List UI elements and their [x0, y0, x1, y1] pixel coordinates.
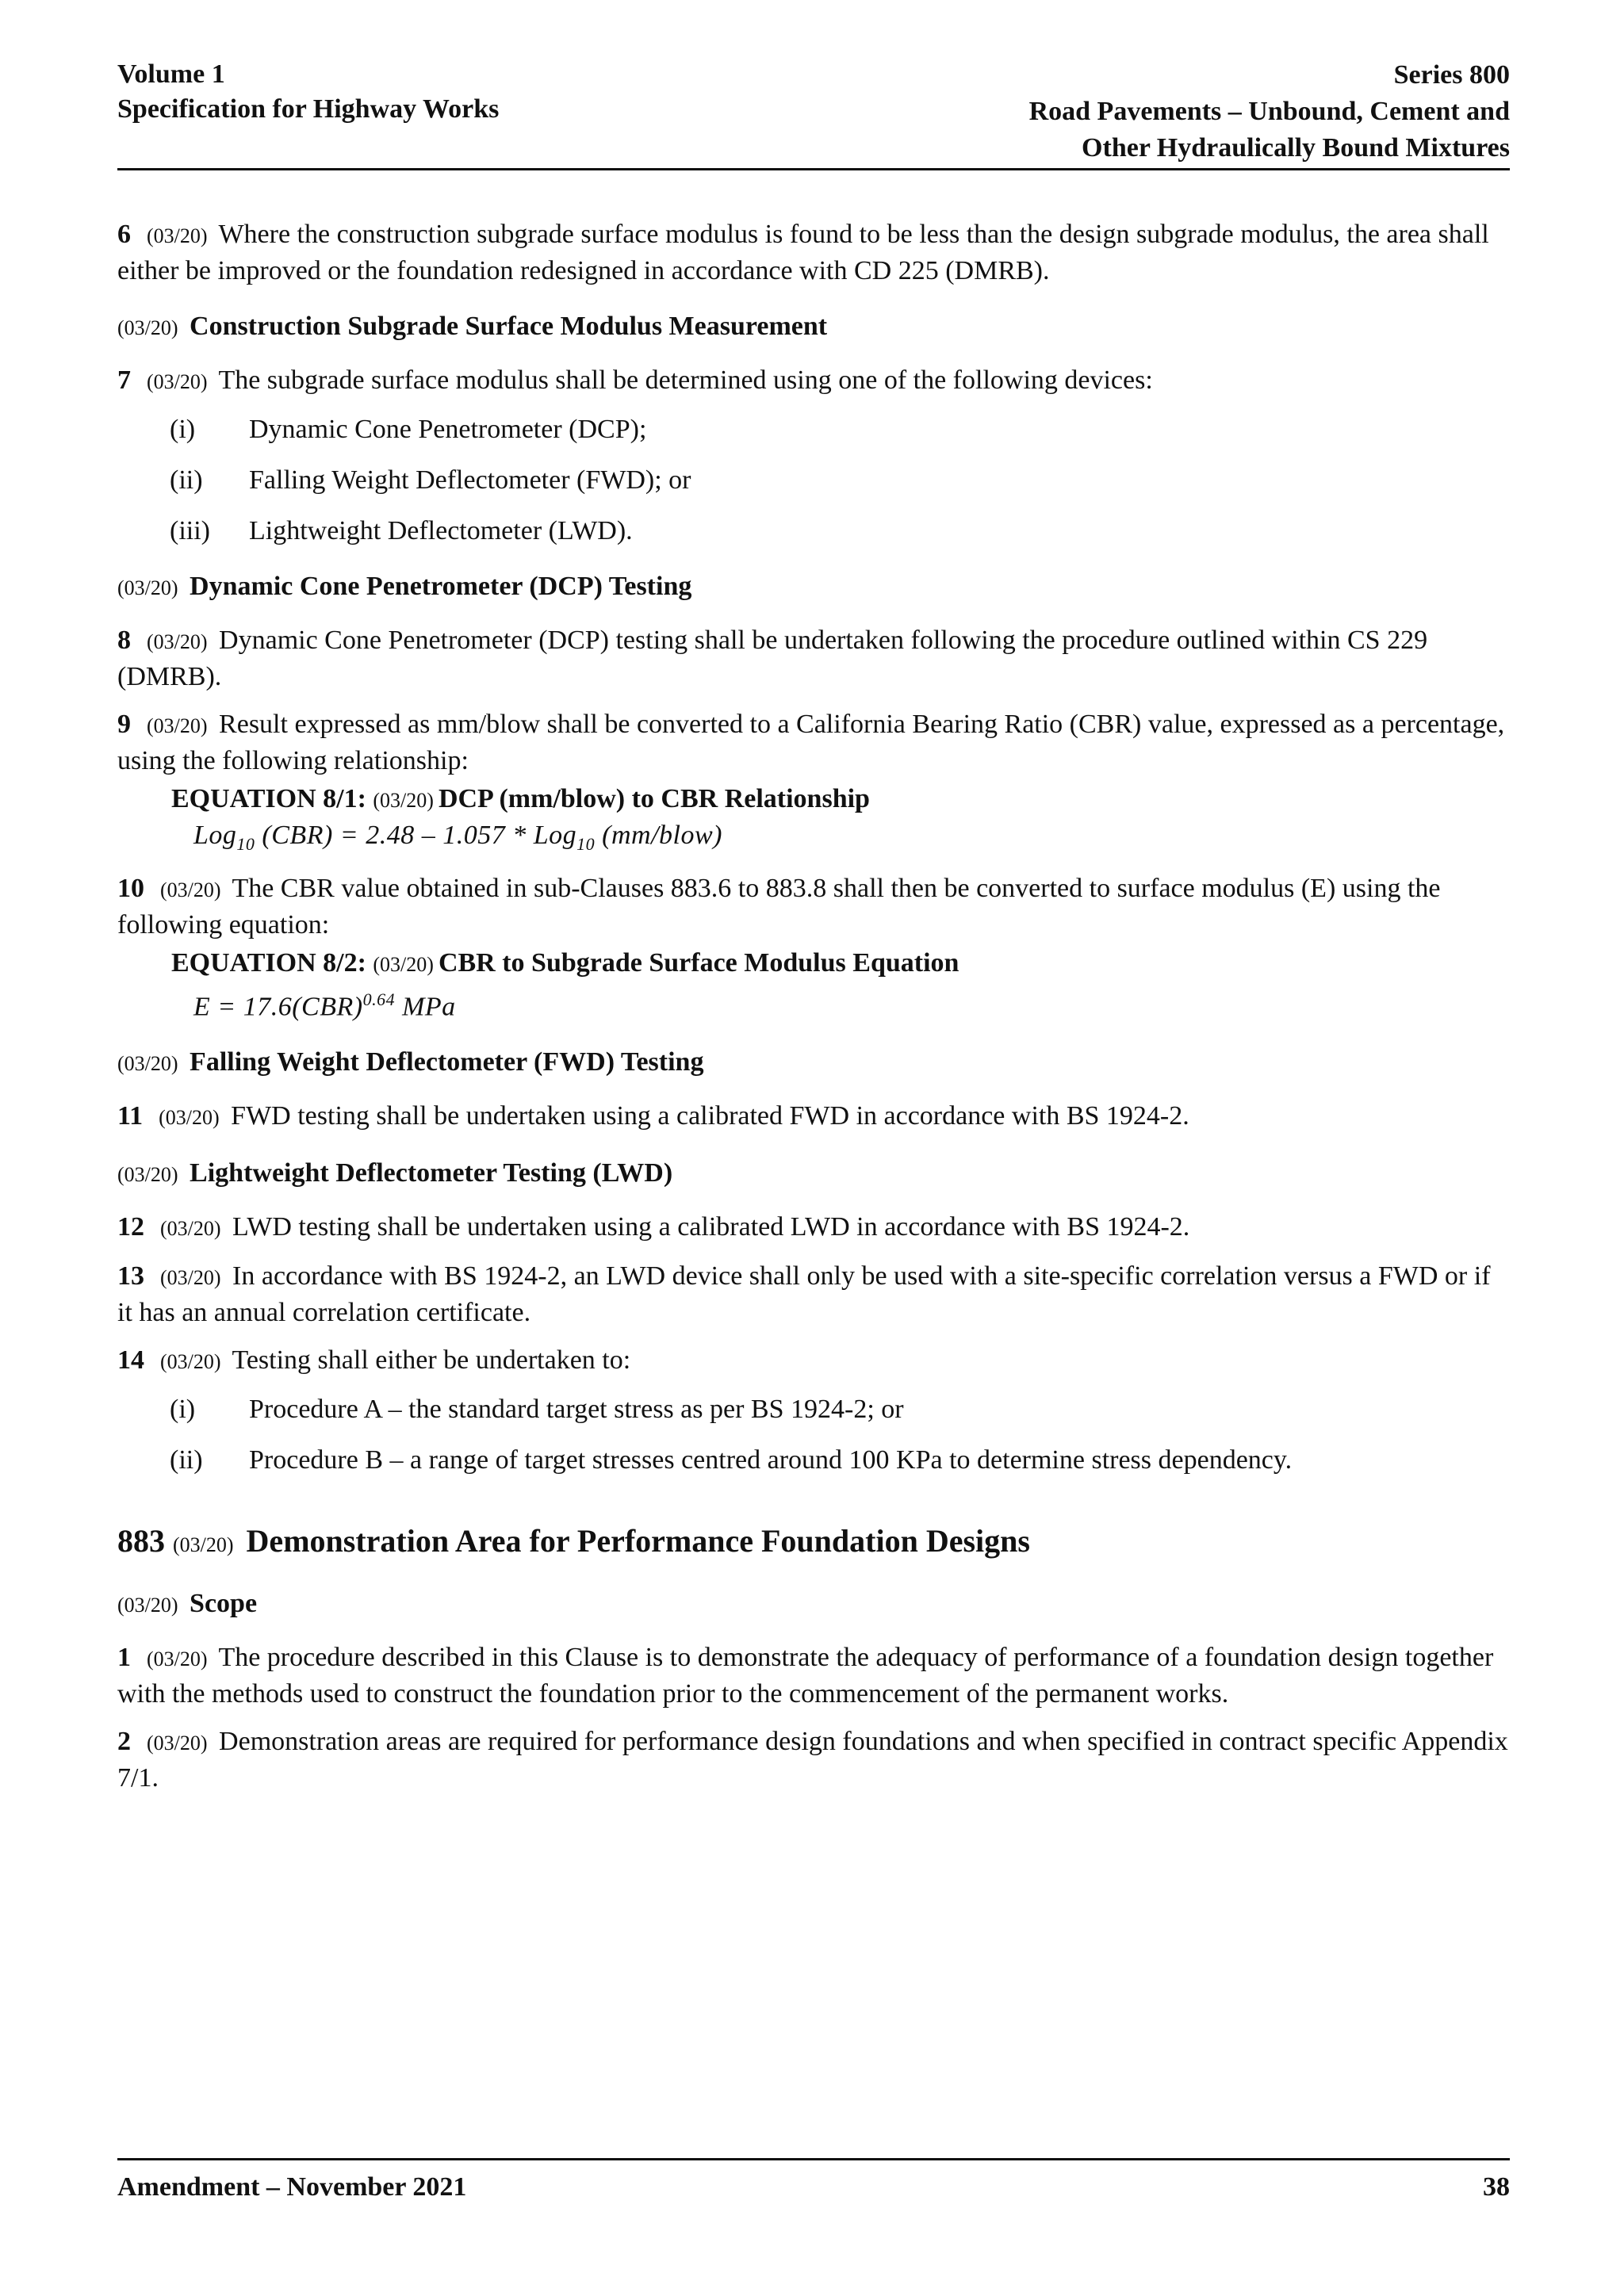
- revision-ref: (03/20): [160, 1217, 221, 1241]
- list-item-text: Procedure A – the standard target stress as per BS 1924-2; or: [249, 1395, 904, 1425]
- heading-fwd-testing: [117, 1045, 1510, 1081]
- page-header: [117, 57, 1510, 165]
- paragraph-number: 8: [117, 626, 131, 655]
- list-marker: (i): [170, 1395, 196, 1425]
- list-item: [117, 1443, 1510, 1478]
- formula-unit: MPa: [395, 992, 456, 1022]
- paragraph-8: [117, 623, 1510, 695]
- formula-part: (mm/blow): [595, 821, 722, 850]
- revision-ref: (03/20): [173, 1533, 234, 1557]
- formula-part: E = 17.6(CBR): [193, 992, 363, 1022]
- heading-scope: [117, 1586, 1510, 1623]
- log-base: 10: [576, 833, 596, 854]
- document-page: [117, 0, 1510, 2296]
- equation-label: EQUATION 8/2:: [171, 947, 366, 978]
- paragraph-11: [117, 1099, 1510, 1135]
- list-item-text: Dynamic Cone Penetrometer (DCP);: [249, 415, 647, 444]
- heading-construction-subgrade: [117, 309, 1510, 346]
- exponent: 0.64: [362, 989, 396, 1009]
- heading-text: Scope: [190, 1589, 258, 1619]
- paragraph-text: Where the construction subgrade surface modulus is found to be less than the design subgrade modulus, the area shall either be improved or the foundation redesigned in accordance with CD 225 (DMRB).: [117, 220, 1489, 285]
- heading-text: Falling Weight Deflectometer (FWD) Testing: [190, 1047, 704, 1077]
- revision-ref: (03/20): [160, 878, 221, 901]
- list-marker: (iii): [170, 516, 210, 545]
- heading-text: Dynamic Cone Penetrometer (DCP) Testing: [190, 572, 692, 601]
- clause-883-heading: [117, 1524, 1510, 1563]
- paragraph-number: 7: [117, 365, 131, 395]
- revision-ref: (03/20): [117, 1163, 178, 1187]
- paragraph-text: In accordance with BS 1924-2, an LWD device shall only be used with a site-specific correlation versus a FWD or if it has an annual correlation certificate.: [117, 1261, 1491, 1328]
- list-marker: (ii): [170, 465, 203, 495]
- paragraph-12: [117, 1210, 1510, 1246]
- paragraph-number: 12: [117, 1212, 144, 1242]
- paragraph-text: The subgrade surface modulus shall be determined using one of the following devices:: [218, 365, 1153, 395]
- paragraph-13: [117, 1259, 1510, 1330]
- paragraph-14: [117, 1343, 1510, 1380]
- heading-text: Lightweight Deflectometer Testing (LWD): [190, 1158, 673, 1188]
- revision-ref: (03/20): [160, 1350, 221, 1374]
- clause-number: 883: [117, 1523, 165, 1559]
- revision-ref: (03/20): [117, 316, 178, 339]
- paragraph-6: [117, 217, 1510, 289]
- series-label: Series 800: [1393, 60, 1510, 90]
- equation-8-2-formula: [117, 982, 1510, 1024]
- equation-8-1-title: [117, 782, 1510, 818]
- list-marker: (ii): [170, 1445, 203, 1475]
- revision-ref: (03/20): [147, 1732, 208, 1755]
- footer-divider: [117, 2158, 1510, 2160]
- formula-part: (CBR) = 2.48 – 1.057 *: [255, 821, 534, 850]
- volume-label: Volume 1: [117, 59, 225, 89]
- paragraph-number: 11: [117, 1101, 144, 1131]
- procedure-list: [117, 1392, 1510, 1478]
- paragraph-text: Testing shall either be undertaken to:: [232, 1345, 631, 1376]
- revision-ref: (03/20): [147, 224, 208, 247]
- header-right: [1029, 57, 1510, 166]
- paragraph-text: LWD testing shall be undertaken using a calibrated LWD in accordance with BS 1924-2.: [232, 1212, 1190, 1242]
- list-item: [117, 463, 1510, 498]
- series-title-line2: Other Hydraulically Bound Mixtures: [1082, 133, 1510, 163]
- series-title-line1: Road Pavements – Unbound, Cement and: [1028, 97, 1510, 126]
- paragraph-number: 10: [117, 873, 144, 903]
- scope-paragraph-1: [117, 1640, 1510, 1712]
- revision-ref: (03/20): [147, 714, 208, 737]
- header-left: [117, 57, 499, 127]
- heading-text: Construction Subgrade Surface Modulus Measurement: [190, 312, 828, 341]
- heading-dcp-testing: [117, 569, 1510, 606]
- paragraph-number: 13: [117, 1261, 144, 1292]
- revision-ref: (03/20): [373, 952, 434, 976]
- equation-8-2-title: [117, 946, 1510, 982]
- paragraph-9: [117, 707, 1510, 779]
- equation-label: EQUATION 8/1:: [171, 784, 366, 813]
- paragraph-text: Result expressed as mm/blow shall be converted to a California Bearing Ratio (CBR) value, expressed as a percentage, using the following relationship:: [117, 710, 1505, 775]
- paragraph-text: Dynamic Cone Penetrometer (DCP) testing shall be undertaken following the procedure outlined within CS 229 (DMRB).: [117, 626, 1428, 691]
- equation-title: CBR to Subgrade Surface Modulus Equation: [438, 947, 959, 978]
- paragraph-number: 9: [117, 710, 131, 739]
- log-term: Log: [193, 821, 237, 850]
- paragraph-text: FWD testing shall be undertaken using a calibrated FWD in accordance with BS 1924-2.: [231, 1101, 1189, 1131]
- paragraph-number: 2: [117, 1727, 131, 1757]
- paragraph-number: 1: [117, 1643, 131, 1673]
- revision-ref: (03/20): [147, 1647, 208, 1671]
- list-item: [117, 1392, 1510, 1427]
- revision-ref: (03/20): [373, 789, 434, 812]
- revision-ref: (03/20): [117, 576, 178, 599]
- list-item-text: Falling Weight Deflectometer (FWD); or: [249, 465, 691, 495]
- revision-ref: (03/20): [117, 1052, 178, 1076]
- paragraph-10: [117, 871, 1510, 943]
- heading-lwd-testing: [117, 1156, 1510, 1192]
- paragraph-text: The CBR value obtained in sub-Clauses 883.6 to 883.8 shall then be converted to surface modulus (E) using the following equation:: [117, 873, 1441, 939]
- paragraph-number: 14: [117, 1345, 144, 1376]
- header-divider: [117, 168, 1510, 170]
- document-body: [117, 217, 1510, 1808]
- paragraph-number: 6: [117, 220, 131, 249]
- specification-title: Specification for Highway Works: [117, 94, 500, 124]
- log-base: 10: [236, 833, 255, 854]
- list-item-text: Procedure B – a range of target stresses centred around 100 KPa to determine stress dependency.: [249, 1445, 1293, 1475]
- scope-paragraph-2: [117, 1724, 1510, 1796]
- list-marker: (i): [170, 415, 196, 444]
- list-item: [117, 514, 1510, 549]
- clause-title: Demonstration Area for Performance Foundation Designs: [246, 1523, 1030, 1559]
- page-number: 38: [1483, 2172, 1510, 2202]
- device-list: [117, 412, 1510, 549]
- paragraph-text: The procedure described in this Clause is to demonstrate the adequacy of performance of a foundation design together with the methods used to construct the foundation prior to the commencement of the permanent works.: [117, 1643, 1494, 1709]
- log-term: Log: [533, 821, 577, 850]
- equation-8-1-formula: [117, 818, 1510, 862]
- revision-ref: (03/20): [160, 1266, 221, 1290]
- list-item: [117, 412, 1510, 447]
- revision-ref: (03/20): [159, 1106, 220, 1130]
- revision-ref: (03/20): [117, 1594, 178, 1617]
- amendment-label: Amendment – November 2021: [117, 2172, 467, 2202]
- revision-ref: (03/20): [147, 370, 208, 393]
- equation-title: DCP (mm/blow) to CBR Relationship: [438, 784, 870, 813]
- revision-ref: (03/20): [147, 630, 208, 653]
- list-item-text: Lightweight Deflectometer (LWD).: [249, 516, 633, 545]
- paragraph-7: [117, 363, 1510, 400]
- paragraph-text: Demonstration areas are required for performance design foundations and when specified in contract specific Appendix 7/1.: [117, 1727, 1508, 1793]
